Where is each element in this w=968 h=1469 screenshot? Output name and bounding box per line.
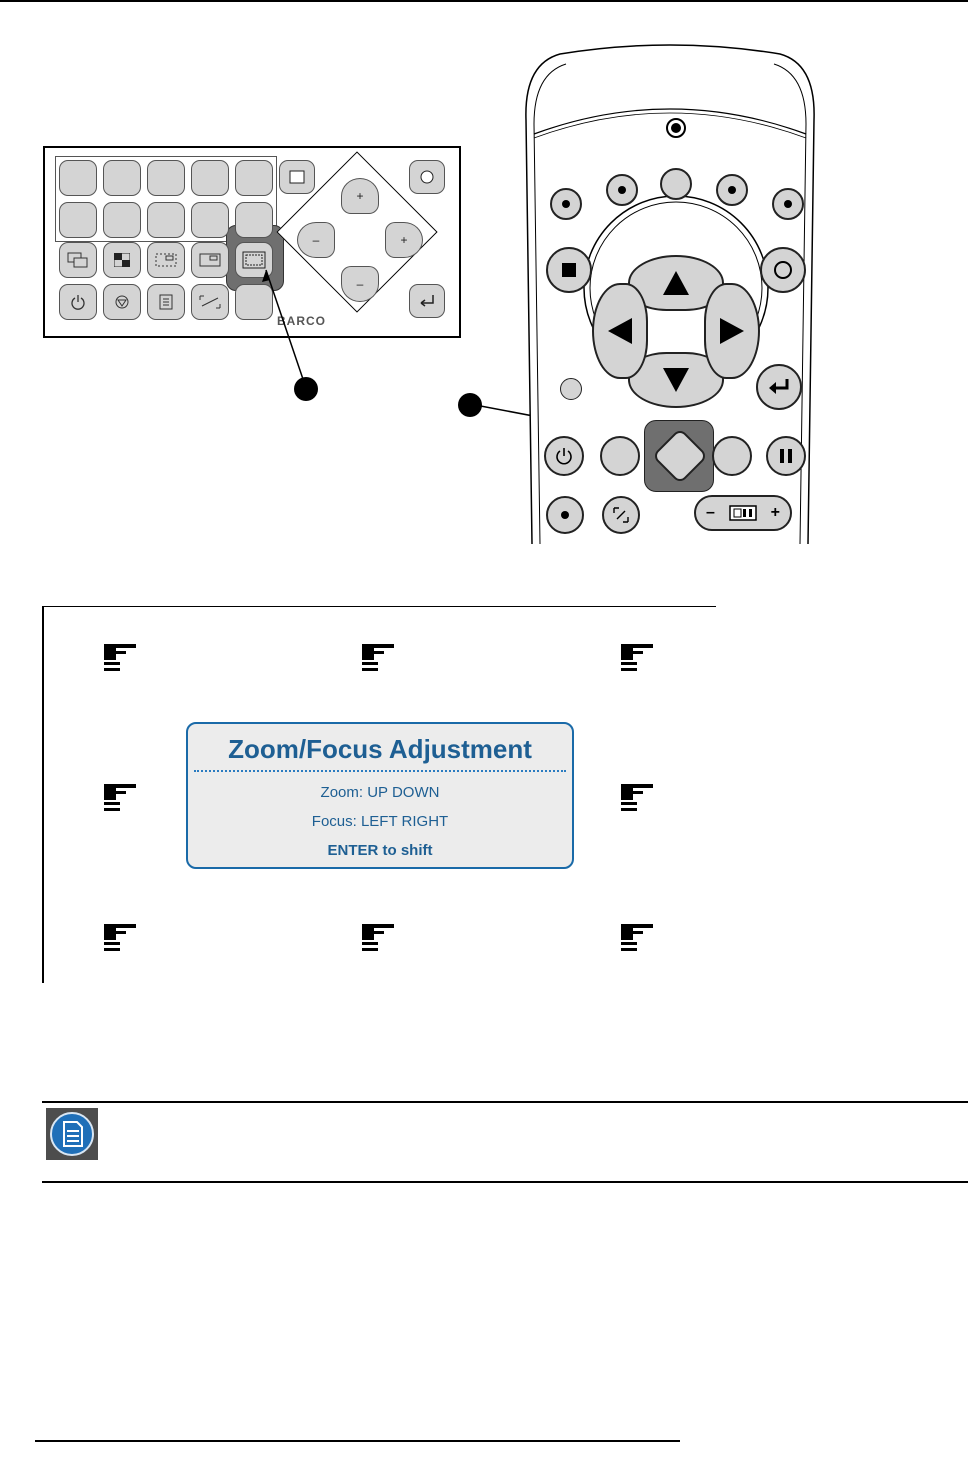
- pause-icon: [779, 448, 793, 464]
- menu-position-marker-top-left: [104, 644, 138, 676]
- remote-small-button[interactable]: [560, 378, 582, 400]
- remote-right-button[interactable]: [704, 283, 760, 379]
- brand-logo: BARCO: [277, 314, 326, 328]
- menu-position-marker-bottom-center: [362, 924, 396, 956]
- menu-position-marker-middle-left: [104, 784, 138, 816]
- menu-position-marker-bottom-right: [621, 924, 655, 956]
- zoom-plus-label: +: [770, 504, 780, 521]
- zoom-focus-dialog: [186, 722, 574, 869]
- remote-autoimage-button[interactable]: [602, 496, 640, 534]
- dialog-title: Zoom/Focus Adjustment: [228, 734, 532, 764]
- arrow-right-icon: [719, 317, 745, 345]
- remote-left-button[interactable]: [592, 283, 648, 379]
- dialog-separator: [194, 770, 566, 772]
- menu-position-marker-bottom-left: [104, 924, 138, 956]
- remote-address-button-2[interactable]: [606, 174, 638, 206]
- dialog-focus-instruction: Focus: LEFT RIGHT: [311, 813, 449, 830]
- down-label: –: [356, 277, 364, 291]
- remote-blank-button-3[interactable]: [712, 436, 752, 476]
- note-top-rule: [42, 1101, 968, 1103]
- menu-position-marker-middle-right: [621, 784, 655, 816]
- left-label: –: [312, 233, 320, 247]
- enter-icon: [767, 378, 791, 396]
- remote-standby-button[interactable]: [544, 436, 584, 476]
- dialog-enter-instruction: ENTER to shift: [327, 842, 433, 859]
- note-bottom-rule: [42, 1181, 968, 1183]
- remote-stop-button[interactable]: [546, 247, 592, 293]
- dot-icon: [784, 200, 792, 208]
- callout-marker-keypad: [294, 377, 318, 401]
- arrow-down-icon: [662, 367, 690, 393]
- ir-sensor-icon: [666, 118, 686, 138]
- remote-address-button-5[interactable]: [546, 496, 584, 534]
- menu-position-marker-top-center: [362, 644, 396, 676]
- note-icon-graphic: [46, 1108, 98, 1160]
- note-icon: [46, 1108, 98, 1160]
- circle-icon: [774, 261, 792, 279]
- up-label: +: [356, 189, 364, 203]
- remote-blank-button[interactable]: [660, 168, 692, 200]
- arrow-up-icon: [662, 270, 690, 296]
- dot-icon: [561, 511, 569, 519]
- dialog-zoom-instruction: Zoom: UP DOWN: [320, 784, 440, 801]
- dot-icon: [562, 200, 570, 208]
- dot-icon: [618, 186, 626, 194]
- footer-rule: [35, 1440, 680, 1442]
- remote-exit-button[interactable]: [760, 247, 806, 293]
- auto-image-icon: [613, 507, 629, 523]
- power-icon: [555, 447, 573, 465]
- digital-zoom-icon: [729, 505, 757, 521]
- callout-marker-remote: [458, 393, 482, 417]
- remote-address-button-1[interactable]: [550, 188, 582, 220]
- remote-blank-button-2[interactable]: [600, 436, 640, 476]
- right-label: +: [400, 233, 408, 247]
- zoom-minus-label: –: [706, 504, 715, 521]
- arrow-left-icon: [607, 317, 633, 345]
- menu-position-marker-top-right: [621, 644, 655, 676]
- dot-icon: [728, 186, 736, 194]
- remote-address-button-4[interactable]: [772, 188, 804, 220]
- remote-address-button-3[interactable]: [716, 174, 748, 206]
- remote-digital-zoom-rocker[interactable]: [694, 495, 792, 531]
- remote-pause-button[interactable]: [766, 436, 806, 476]
- square-icon: [562, 263, 576, 277]
- remote-enter-button[interactable]: [756, 364, 802, 410]
